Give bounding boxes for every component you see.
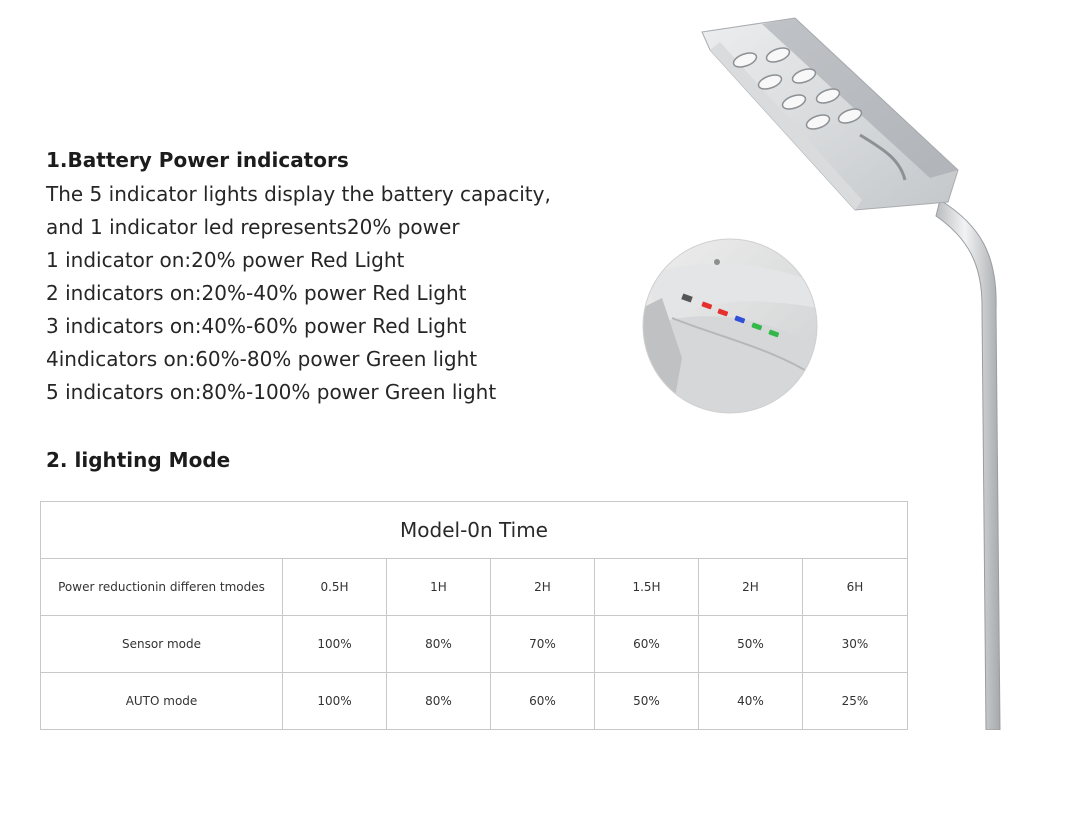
table-cell: 80% [387, 616, 491, 673]
lamp-head [702, 18, 958, 210]
row-label: AUTO mode [41, 673, 283, 730]
description-line: 4indicators on:60%-80% power Green light [46, 347, 478, 371]
description-line: 5 indicators on:80%-100% power Green light [46, 380, 497, 404]
table-cell: 2H [491, 559, 595, 616]
table-cell: 40% [699, 673, 803, 730]
table-title: Model-0n Time [41, 502, 908, 559]
table-cell: 1.5H [595, 559, 699, 616]
table-cell: 2H [699, 559, 803, 616]
battery-indicator-closeup [642, 238, 818, 414]
table-cell: 6H [803, 559, 908, 616]
description-line: 2 indicators on:20%-40% power Red Light [46, 281, 467, 305]
description-line: 3 indicators on:40%-60% power Red Light [46, 314, 467, 338]
table-cell: 100% [283, 616, 387, 673]
description-line: The 5 indicator lights display the battery capacity, [46, 182, 551, 206]
lighting-mode-heading: 2. lighting Mode [46, 448, 231, 472]
row-label: Power reductionin differen tmodes [41, 559, 283, 616]
description-line: 1 indicator on:20% power Red Light [46, 248, 405, 272]
battery-description [46, 180, 551, 411]
table-cell: 70% [491, 616, 595, 673]
table-cell: 60% [595, 616, 699, 673]
row-label: Sensor mode [41, 616, 283, 673]
battery-heading: 1.Battery Power indicators [46, 148, 349, 172]
table-cell: 80% [387, 673, 491, 730]
table-cell: 50% [595, 673, 699, 730]
table-cell: 25% [803, 673, 908, 730]
table-cell: 60% [491, 673, 595, 730]
table-cell: 1H [387, 559, 491, 616]
table-cell: 100% [283, 673, 387, 730]
table-cell: 0.5H [283, 559, 387, 616]
description-line: and 1 indicator led represents20% power [46, 215, 460, 239]
table-cell: 30% [803, 616, 908, 673]
table-cell: 50% [699, 616, 803, 673]
